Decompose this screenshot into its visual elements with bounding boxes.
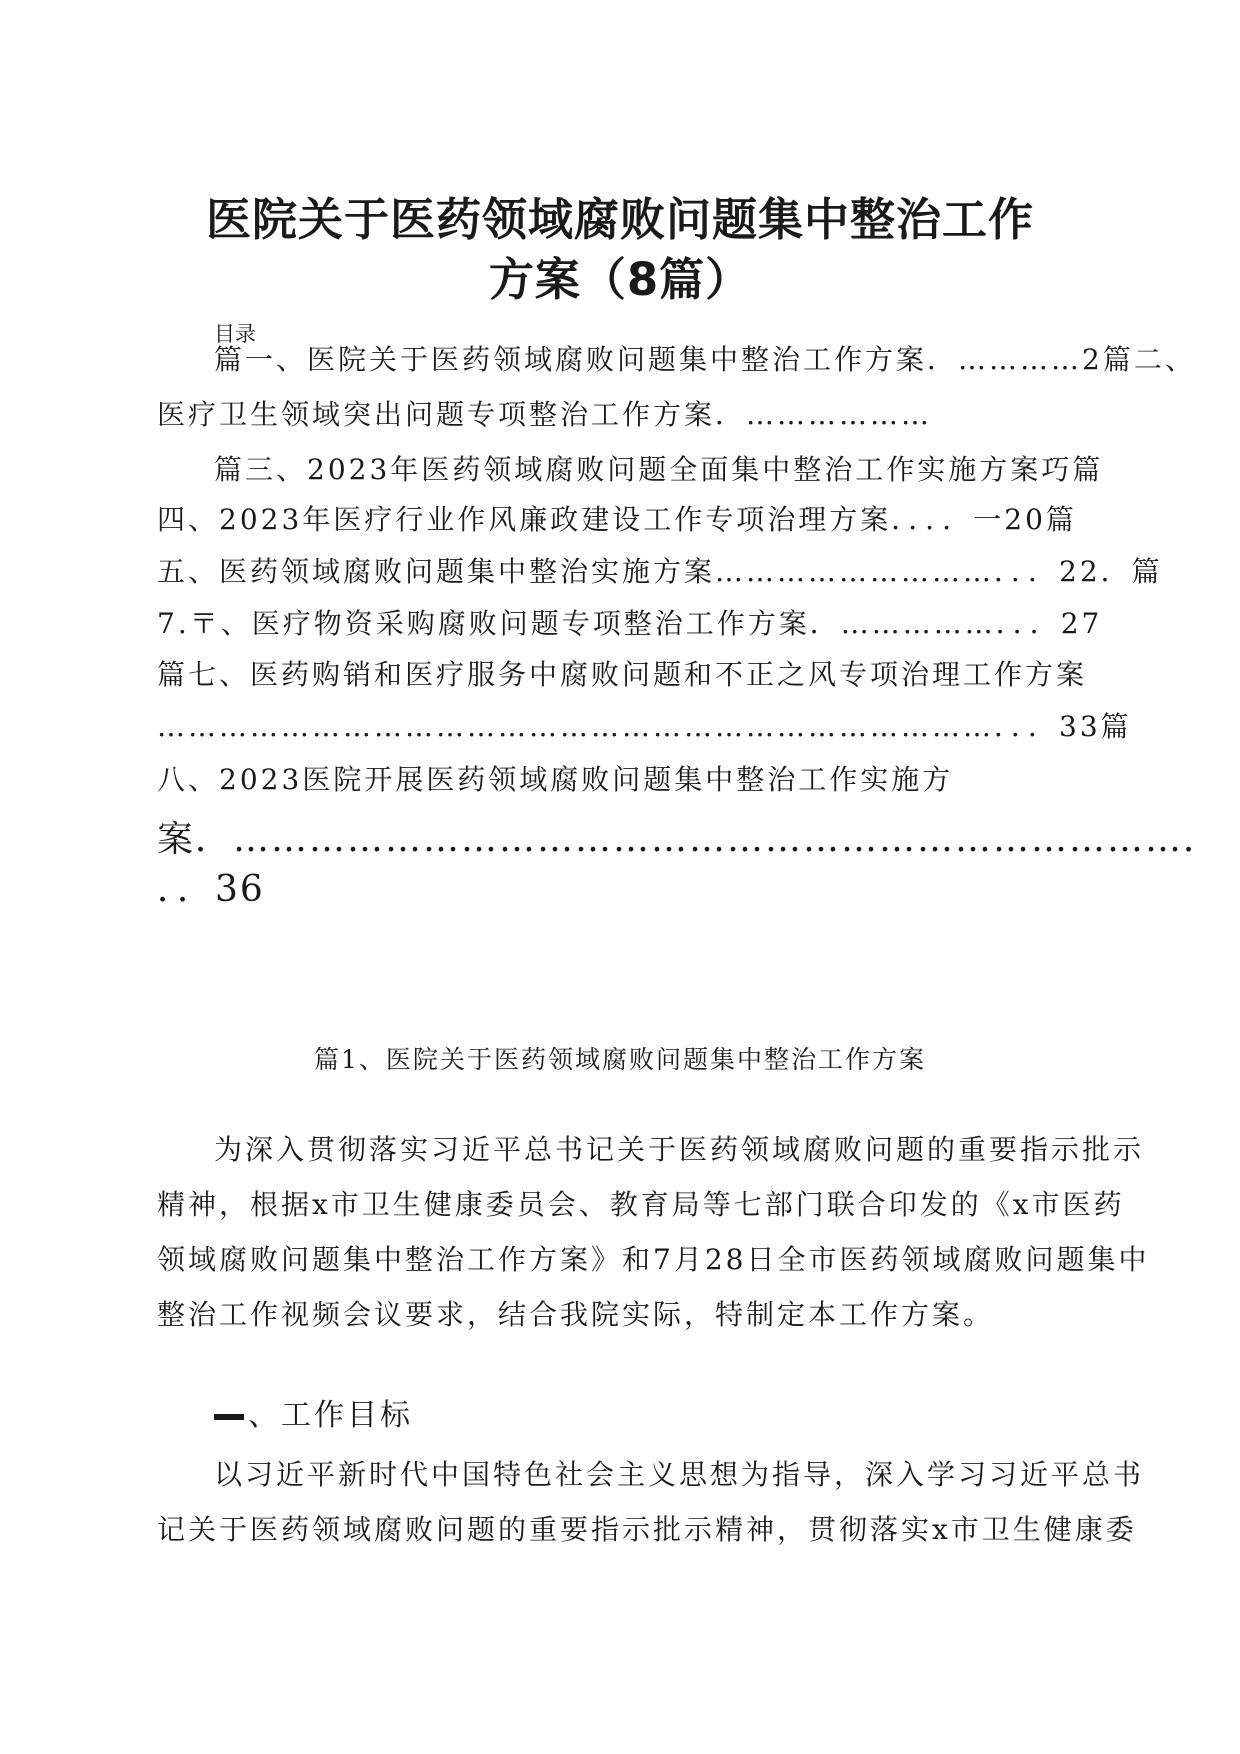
body-paragraph-line: 整治工作视频会议要求，结合我院实际，特制定本工作方案。 — [157, 1298, 995, 1331]
section-heading — [214, 1390, 413, 1434]
toc-line: 医疗卫生领域突出问题专项整治工作方案．……………… — [157, 398, 933, 431]
section-title: 篇1、医院关于医药领域腐败问题集中整治工作方案 — [314, 1045, 926, 1074]
body-paragraph-line: 领域腐败问题集中整治工作方案》和7月28日全市医药领域腐败问题集中 — [157, 1243, 1150, 1276]
document-title-line-2: 方案（8篇） — [488, 253, 752, 306]
toc-line: 案．…………………………………………………………………． — [157, 819, 1221, 860]
document-title-line-1: 医院关于医药领域腐败问题集中整治工作 — [205, 193, 1034, 246]
toc-line: 7.〒、医疗物资采购腐败问题专项整治工作方案．……………．．．27 — [157, 607, 1103, 640]
toc-line: 五、医药领域腐败问题集中整治实施方案………………………．．．22．篇 — [157, 555, 1163, 588]
dash-mark — [214, 1414, 244, 1420]
toc-line: ………………………………………………………………………．．．33篇 — [157, 710, 1132, 743]
toc-line: 四、2023年医疗行业作风廉政建设工作专项治理方案．．．．一20篇 — [157, 503, 1077, 536]
toc-line: 八、2023医院开展医药领域腐败问题集中整治工作实施方 — [157, 763, 954, 796]
toc-line: 篇三、2023年医药领域腐败问题全面集中整治工作实施方案巧篇 — [214, 453, 1104, 486]
toc-line: ．．36 — [157, 869, 265, 910]
body-paragraph-line: 以习近平新时代中国特色社会主义思想为指导，深入学习习近平总书 — [214, 1458, 1145, 1491]
body-paragraph-line: 精神，根据x市卫生健康委员会、教育局等七部门联合印发的《x市医药 — [157, 1188, 1125, 1221]
body-paragraph-line: 为深入贯彻落实习近平总书记关于医药领域腐败问题的重要指示批示 — [214, 1133, 1145, 1166]
section-heading-text: 、工作目标 — [248, 1398, 413, 1433]
body-paragraph-line: 记关于医药领域腐败问题的重要指示批示精神，贯彻落实x市卫生健康委 — [157, 1513, 1137, 1546]
toc-label: 目录 — [214, 322, 256, 346]
toc-line: 篇一、医院关于医药领域腐败问题集中整治工作方案．…………2篇二、 — [214, 343, 1196, 376]
toc-line: 篇七、医药购销和医疗服务中腐败问题和不正之风专项治理工作方案 — [157, 658, 1088, 691]
